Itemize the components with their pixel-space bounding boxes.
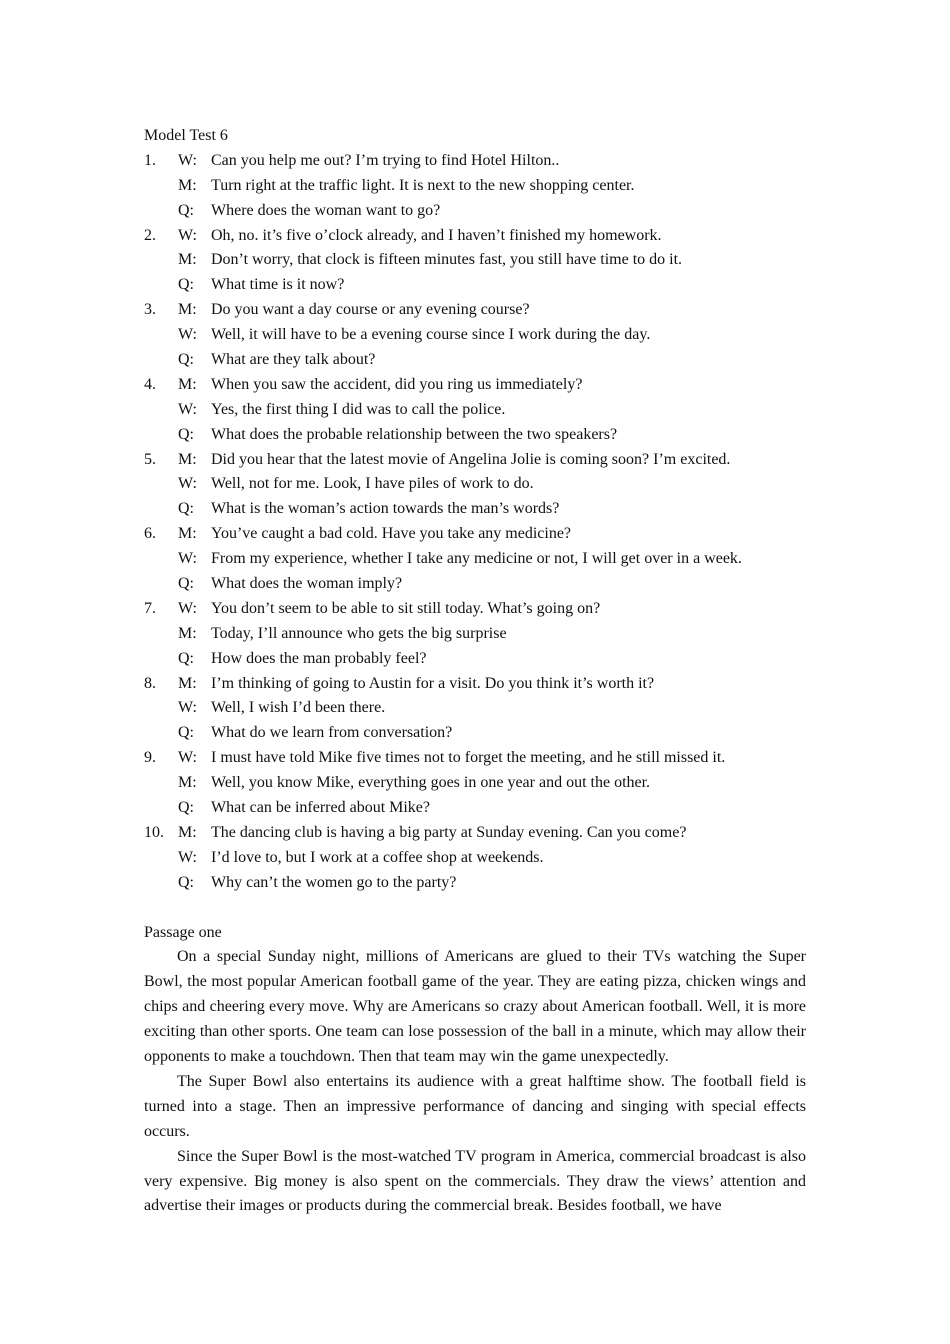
dialogue-line xyxy=(144,622,806,647)
dialogue-line xyxy=(144,248,806,273)
dialogue-line xyxy=(144,497,806,522)
dialogue-text: What can be inferred about Mike? xyxy=(211,799,431,817)
speaker-label: M: xyxy=(178,674,197,692)
document-page xyxy=(144,124,806,1219)
dialogue-text: Why can’t the women go to the party? xyxy=(211,873,457,891)
dialogue-text: What does the woman imply? xyxy=(211,575,403,593)
dialogue-line xyxy=(144,597,806,622)
dialogue-line xyxy=(144,547,806,572)
dialogue-text: How does the man probably feel? xyxy=(211,649,427,667)
dialogue-line xyxy=(144,323,806,348)
item-number xyxy=(144,572,178,597)
speaker-label: W: xyxy=(178,848,197,866)
item-number xyxy=(144,248,178,273)
dialogue-line xyxy=(144,348,806,373)
document-title: Model Test 6 xyxy=(144,127,228,144)
dialogue-list xyxy=(144,149,806,896)
speaker-label: M: xyxy=(178,624,197,642)
dialogue-text: From my experience, whether I take any medicine or not, I will get over in a week. xyxy=(211,550,742,568)
item-number xyxy=(144,174,178,199)
dialogue-text: I’d love to, but I work at a coffee shop at weekends. xyxy=(211,848,544,866)
dialogue-line xyxy=(144,721,806,746)
dialogue-text: What do we learn from conversation? xyxy=(211,724,453,742)
dialogue-text: What are they talk about? xyxy=(211,351,376,369)
dialogue-line xyxy=(144,273,806,298)
dialogue-line xyxy=(144,771,806,796)
speaker-label: W: xyxy=(178,226,197,244)
dialogue-text: Did you hear that the latest movie of Angelina Jolie is coming soon? I’m excited. xyxy=(211,450,731,468)
dialogue-line xyxy=(144,871,806,896)
item-number xyxy=(144,547,178,572)
dialogue-text: Yes, the first thing I did was to call the police. xyxy=(211,400,506,418)
dialogue-text: Where does the woman want to go? xyxy=(211,201,441,219)
item-number: 6. xyxy=(144,525,156,543)
section-gap xyxy=(144,896,806,921)
dialogue-line xyxy=(144,224,806,249)
dialogue-text: What time is it now? xyxy=(211,276,345,294)
dialogue-line xyxy=(144,423,806,448)
dialogue-text: Today, I’ll announce who gets the big surprise xyxy=(211,624,507,642)
speaker-label: W: xyxy=(178,749,197,767)
dialogue-line xyxy=(144,572,806,597)
item-number xyxy=(144,622,178,647)
speaker-label: W: xyxy=(178,699,197,717)
speaker-label: M: xyxy=(178,301,197,319)
dialogue-text: I’m thinking of going to Austin for a visit. Do you think it’s worth it? xyxy=(211,674,655,692)
dialogue-line xyxy=(144,647,806,672)
passage-paragraph: On a special Sunday night, millions of Americans are glued to their TVs watching the Super Bowl, the most popular American football game of the year. They are eating pizza, chicken wings and chips and cheering every move. Why are Americans so crazy about American football. Well, it is more exciting than other sports. One team can lose possession of the ball in a minute, which may allow their opponents to make a touchdown. Then that team may win the game unexpectedly. xyxy=(144,948,806,1066)
dialogue-line xyxy=(144,746,806,771)
speaker-label: Q: xyxy=(178,649,194,667)
dialogue-line xyxy=(144,796,806,821)
item-number: 8. xyxy=(144,674,156,692)
item-number xyxy=(144,796,178,821)
item-number xyxy=(144,398,178,423)
item-number xyxy=(144,846,178,871)
dialogue-line xyxy=(144,199,806,224)
speaker-label: Q: xyxy=(178,201,194,219)
dialogue-text: Do you want a day course or any evening course? xyxy=(211,301,530,319)
item-number xyxy=(144,497,178,522)
speaker-label: W: xyxy=(178,550,197,568)
item-number xyxy=(144,871,178,896)
item-number: 9. xyxy=(144,749,156,767)
dialogue-line xyxy=(144,149,806,174)
speaker-label: M: xyxy=(178,823,197,841)
item-number: 2. xyxy=(144,226,156,244)
speaker-label: M: xyxy=(178,251,197,269)
passage-body xyxy=(144,945,806,1219)
speaker-label: M: xyxy=(178,450,197,468)
item-number: 1. xyxy=(144,151,156,169)
speaker-label: Q: xyxy=(178,276,194,294)
dialogue-text: What is the woman’s action towards the man’s words? xyxy=(211,500,560,518)
item-number: 4. xyxy=(144,375,156,393)
speaker-label: M: xyxy=(178,525,197,543)
passage-paragraph: Since the Super Bowl is the most-watched TV program in America, commercial broadcast is also very expensive. Big money is also spent on the commercials. They draw the views’ attention and advertise their images or products during the commercial break. Besides football, we have xyxy=(144,1147,806,1215)
speaker-label: W: xyxy=(178,599,197,617)
speaker-label: W: xyxy=(178,475,197,493)
dialogue-line xyxy=(144,821,806,846)
speaker-label: Q: xyxy=(178,873,194,891)
speaker-label: Q: xyxy=(178,351,194,369)
dialogue-text: Turn right at the traffic light. It is next to the new shopping center. xyxy=(211,176,635,194)
dialogue-text: I must have told Mike five times not to forget the meeting, and he still missed it. xyxy=(211,749,726,767)
dialogue-text: Don’t worry, that clock is fifteen minutes fast, you still have time to do it. xyxy=(211,251,683,269)
item-number: 5. xyxy=(144,450,156,468)
speaker-label: M: xyxy=(178,774,197,792)
speaker-label: Q: xyxy=(178,425,194,443)
dialogue-text: Well, it will have to be a evening course since I work during the day. xyxy=(211,326,651,344)
dialogue-line xyxy=(144,298,806,323)
dialogue-text: Well, I wish I’d been there. xyxy=(211,699,386,717)
dialogue-text: Oh, no. it’s five o’clock already, and I haven’t finished my homework. xyxy=(211,226,662,244)
item-number xyxy=(144,423,178,448)
item-number xyxy=(144,273,178,298)
dialogue-text: When you saw the accident, did you ring us immediately? xyxy=(211,375,583,393)
dialogue-line xyxy=(144,373,806,398)
passage-heading: Passage one xyxy=(144,923,222,941)
dialogue-text: The dancing club is having a big party at Sunday evening. Can you come? xyxy=(211,823,687,841)
dialogue-text: Well, not for me. Look, I have piles of work to do. xyxy=(211,475,534,493)
dialogue-line xyxy=(144,174,806,199)
speaker-label: Q: xyxy=(178,724,194,742)
item-number: 3. xyxy=(144,301,156,319)
dialogue-line xyxy=(144,846,806,871)
dialogue-text: You’ve caught a bad cold. Have you take any medicine? xyxy=(211,525,572,543)
dialogue-line xyxy=(144,522,806,547)
speaker-label: M: xyxy=(178,176,197,194)
passage-paragraph: The Super Bowl also entertains its audience with a great halftime show. The football field is turned into a stage. Then an impressive performance of dancing and singing with special effects occurs. xyxy=(144,1072,806,1140)
item-number: 10. xyxy=(144,823,164,841)
dialogue-line xyxy=(144,672,806,697)
speaker-label: W: xyxy=(178,326,197,344)
dialogue-text: Can you help me out? I’m trying to find Hotel Hilton.. xyxy=(211,151,560,169)
item-number xyxy=(144,323,178,348)
item-number xyxy=(144,472,178,497)
dialogue-line xyxy=(144,448,806,473)
speaker-label: M: xyxy=(178,375,197,393)
dialogue-line xyxy=(144,472,806,497)
speaker-label: W: xyxy=(178,400,197,418)
dialogue-text: You don’t seem to be able to sit still today. What’s going on? xyxy=(211,599,601,617)
item-number xyxy=(144,771,178,796)
item-number xyxy=(144,348,178,373)
item-number xyxy=(144,647,178,672)
item-number xyxy=(144,696,178,721)
item-number: 7. xyxy=(144,599,156,617)
item-number xyxy=(144,721,178,746)
dialogue-line xyxy=(144,696,806,721)
speaker-label: Q: xyxy=(178,799,194,817)
dialogue-text: What does the probable relationship between the two speakers? xyxy=(211,425,618,443)
speaker-label: Q: xyxy=(178,500,194,518)
speaker-label: Q: xyxy=(178,575,194,593)
speaker-label: W: xyxy=(178,151,197,169)
dialogue-text: Well, you know Mike, everything goes in one year and out the other. xyxy=(211,774,651,792)
dialogue-line xyxy=(144,398,806,423)
item-number xyxy=(144,199,178,224)
